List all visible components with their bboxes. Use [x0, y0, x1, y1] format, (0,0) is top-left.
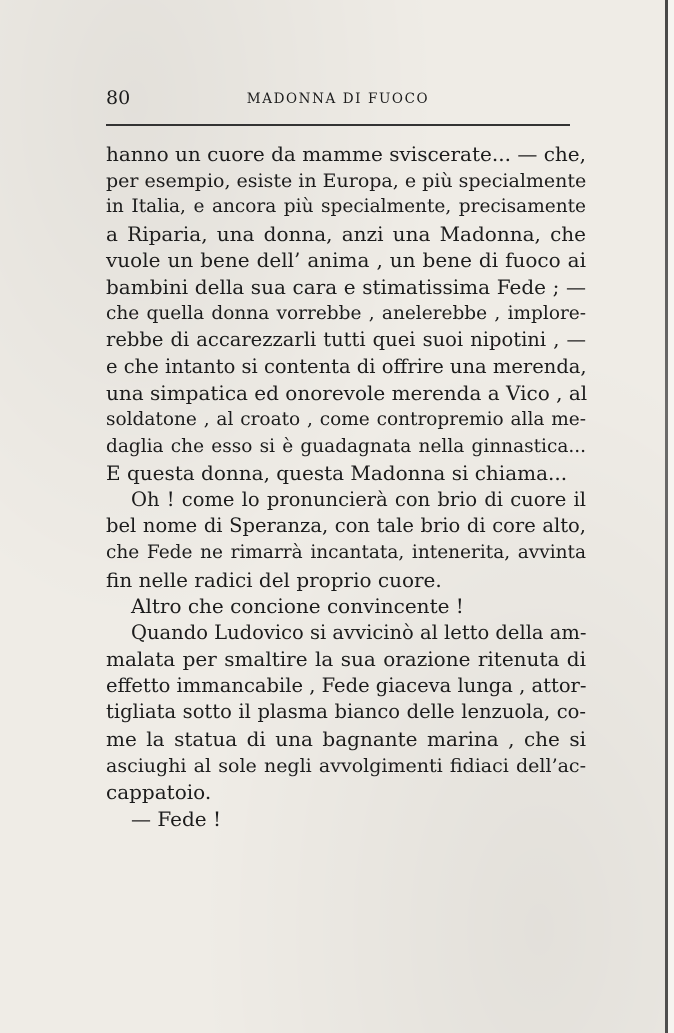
text-line: E questa donna, questa Madonna si chiama... — [106, 461, 568, 486]
header-rule — [106, 124, 570, 126]
text-line: asciughi al sole negli avvolgimenti fidiaci dell’ac- — [106, 754, 586, 777]
text-line: bel nome di Speranza, con tale brio di core alto, — [106, 514, 586, 538]
text-line: rebbe di accarezzarli tutti quei suoi nipotini , — — [106, 328, 586, 352]
text-line: per esempio, esiste in Europa, e più specialmente — [106, 169, 587, 192]
page-binding-edge — [665, 0, 668, 1033]
text-line: — Fede ! — [131, 806, 222, 831]
text-line: fin nelle radici del proprio cuore. — [106, 567, 442, 592]
text-line: che quella donna vorrebbe , anelerebbe , implore- — [106, 302, 586, 324]
text-line: soldatone , al croato , come contropremio alla me- — [106, 408, 586, 430]
text-line: me la statua di una bagnante marina , che si — [106, 727, 586, 752]
text-line: Oh ! come lo pronuncierà con brio di cuore il — [131, 487, 586, 511]
text-line: hanno un cuore da mamme sviscerate... — che, — [106, 142, 586, 166]
text-line: Altro che concione convincente ! — [131, 594, 464, 619]
text-line: una simpatica ed onorevole merenda a Vico , al — [106, 381, 588, 406]
text-line: Quando Ludovico si avvicinò al letto della am- — [131, 620, 587, 644]
text-line: bambini della sua cara e stimatissima Fede ; — — [106, 274, 586, 299]
text-line: malata per smaltire la sua orazione ritenuta di — [106, 647, 586, 672]
text-line: daglia che esso si è guadagnata nella ginnastica... — [106, 435, 586, 457]
text-line: e che intanto si contenta di offrire una merenda, — [106, 354, 587, 378]
text-line: che Fede ne rimarrà incantata, intenerita, avvinta — [106, 541, 586, 563]
page-margin-right — [668, 0, 674, 1033]
page-header — [106, 86, 570, 110]
body-text — [106, 141, 586, 832]
text-line: cappatoio. — [106, 780, 212, 805]
text-line: a Riparia, una donna, anzi una Madonna, che — [106, 221, 586, 246]
text-line: tigliata sotto il plasma bianco delle lenzuola, co- — [106, 700, 586, 724]
page-number: 80 — [106, 87, 131, 109]
text-line: in Italia, e ancora più specialmente, precisamente — [106, 196, 586, 218]
running-title: MADONNA DI FUOCO — [246, 91, 430, 107]
text-line: vuole un bene dell’ anima , un bene di fuoco ai — [106, 248, 586, 273]
text-line: effetto immancabile , Fede giaceva lunga , attor- — [106, 673, 587, 697]
